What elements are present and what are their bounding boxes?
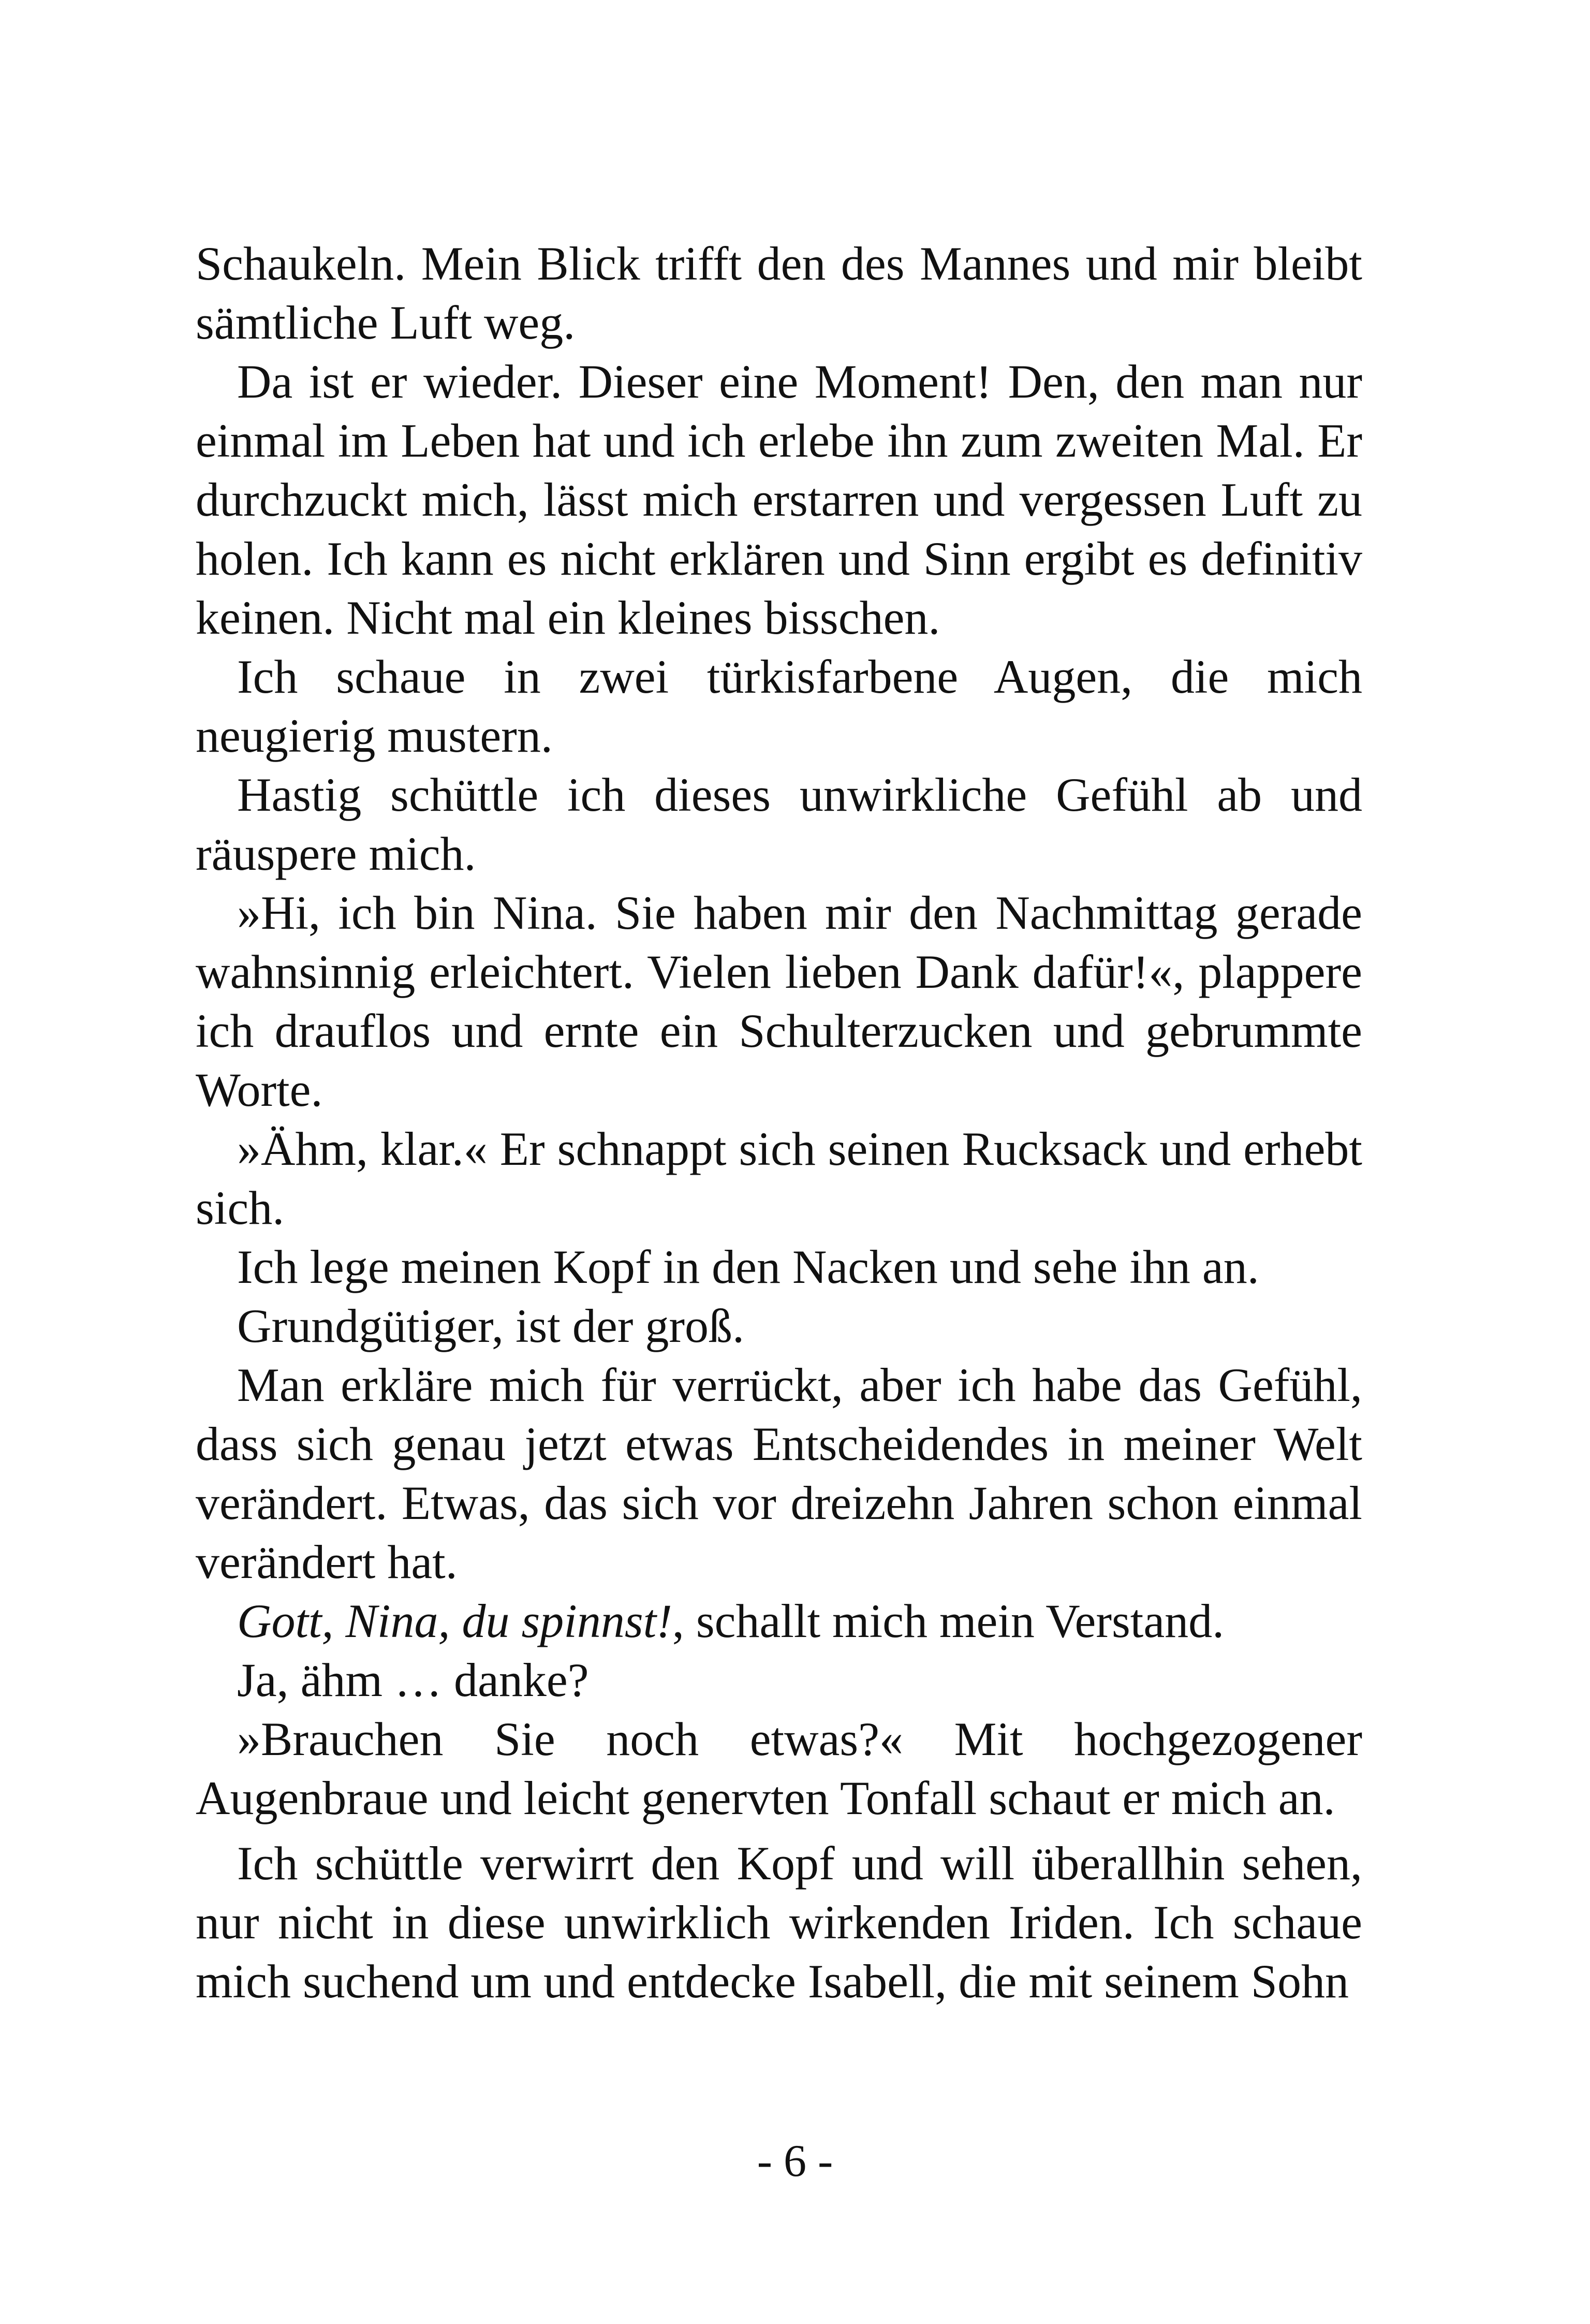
paragraph: Grundgütiger, ist der groß. (237, 1299, 745, 1352)
page-number: - 6 - (757, 2136, 833, 2186)
paragraph: Ich lege meinen Kopf in den Nacken und sehe ihn an. (237, 1240, 1259, 1293)
italic-thought: Gott, Nina, du spinnst! (237, 1595, 672, 1647)
paragraph: Hastig schüttle ich dieses unwirkliche Gefühl ab und räuspere mich. (196, 768, 1362, 880)
paragraph: Schaukeln. Mein Blick trifft den des Mannes und mir bleibt sämtliche Luft weg. (196, 237, 1362, 349)
paragraph: »Ähm, klar.« Er schnappt sich seinen Rucksack und erhebt sich. (196, 1122, 1362, 1234)
paragraph: Da ist er wieder. Dieser eine Moment! Den, den man nur einmal im Leben hat und ich erlebe ihn zum zweiten Mal. Er durchzuckt mich, lässt mich erstarren und vergessen Luft zu holen. Ich kann es nicht erklären und Sinn ergibt es definitiv keinen. Nicht mal ein kleines bisschen. (196, 355, 1362, 644)
paragraph-text: , schallt mich mein Verstand. (672, 1595, 1225, 1647)
paragraph: Ja, ähm … danke? (237, 1654, 589, 1706)
paragraph: »Hi, ich bin Nina. Sie haben mir den Nachmittag gerade wahnsinnig erleichtert. Vielen lieben Dank dafür!«, plappere ich drauflos und ernte ein Schulterzucken und gebrummte Worte. (196, 886, 1362, 1116)
paragraph: Ich schaue in zwei türkisfarbene Augen, die mich neugierig mustern. (196, 650, 1362, 762)
paragraph: »Brauchen Sie noch etwas?« Mit hochgezogener Augenbraue und leicht genervten Tonfall schaut er mich an. (196, 1713, 1362, 1824)
paragraph: Ich schüttle verwirrt den Kopf und will überallhin sehen, nur nicht in diese unwirklich wirkenden Iriden. Ich schaue mich suchend um und entdecke Isabell, die mit seinem Sohn (196, 1837, 1362, 2008)
paragraph (196, 1591, 1362, 1650)
paragraph: Man erkläre mich für verrückt, aber ich habe das Gefühl, dass sich genau jetzt etwas Entscheidendes in meiner Welt verändert. Etwas, das sich vor dreizehn Jahren schon einmal verändert hat. (196, 1358, 1362, 1588)
body-text (196, 234, 1362, 2011)
